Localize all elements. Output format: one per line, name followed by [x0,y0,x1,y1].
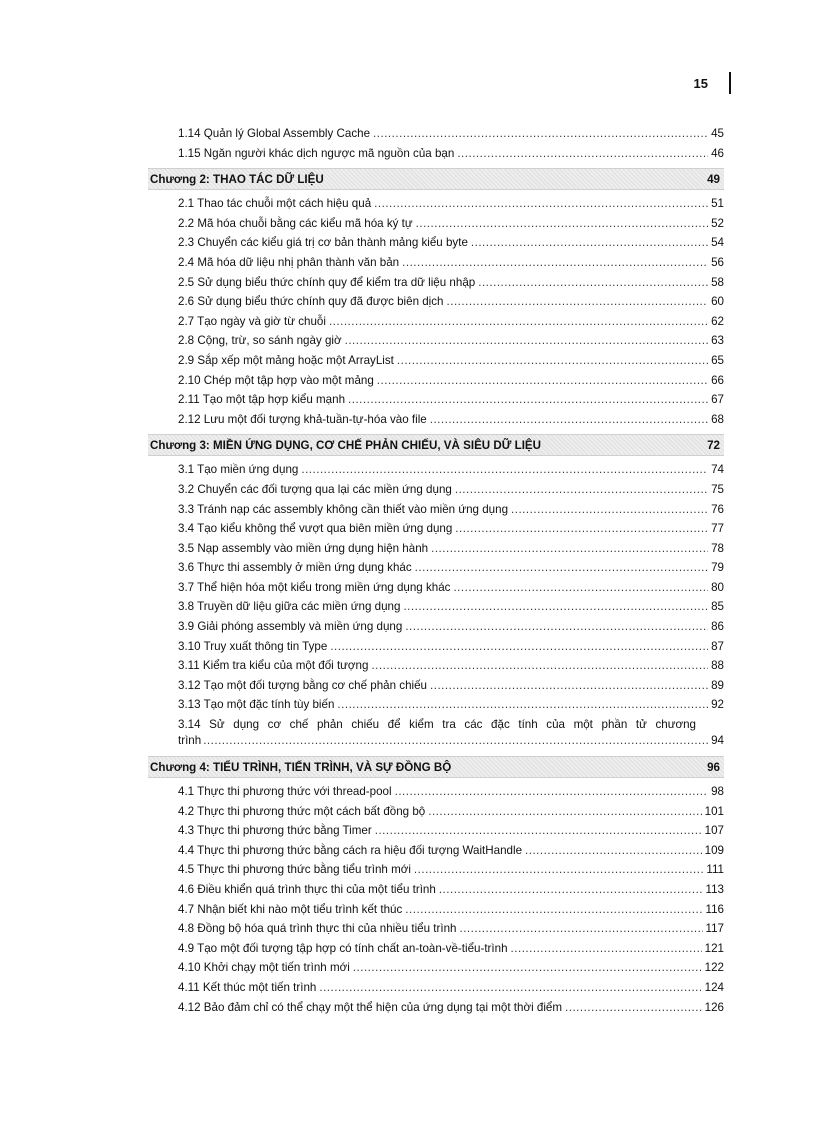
toc-entry-page: 46 [711,146,724,160]
chapter-page: 96 [707,760,720,774]
toc-entry[interactable] [148,919,724,939]
toc-entry-label: 2.8 Cộng, trừ, so sánh ngày giờ [178,334,342,348]
toc-entry-page: 92 [711,698,724,712]
toc-entry-label: 4.12 Bảo đảm chỉ có thể chạy một thể hiện của ứng dụng tại một thời điểm [178,1000,563,1014]
toc-entry[interactable] [148,656,724,676]
page-number: 15 [693,76,708,91]
dot-leader [457,144,708,164]
chapter-title: Chương 4: TIỂU TRÌNH, TIẾN TRÌNH, VÀ SỰ ĐỒNG BỘ [150,760,452,774]
toc-entry-page: 77 [711,522,724,536]
toc-entry-page: 116 [705,902,724,916]
dot-leader [511,939,702,959]
dot-leader [430,410,708,430]
toc-entry-page: 74 [711,463,724,477]
page-number-divider [729,72,731,94]
dot-leader [373,124,708,144]
toc-entry-label: 3.8 Truyền dữ liệu giữa các miền ứng dụng [178,600,401,614]
toc-entry-page: 94 [711,734,724,748]
toc-entry[interactable] [148,331,724,351]
toc-entry-page: 107 [704,824,724,838]
toc-entry[interactable] [148,480,724,500]
toc-entry[interactable] [148,558,724,578]
toc-entry-page: 85 [711,600,724,614]
toc-entry-label: 3.13 Tạo một đặc tính tùy biến [178,698,335,712]
toc-entry[interactable] [148,292,724,312]
toc-entry[interactable] [148,519,724,539]
chapter-title: Chương 3: MIỀN ỨNG DỤNG, CƠ CHẾ PHẢN CHIẾU, VÀ SIÊU DỮ LIỆU [150,438,542,452]
toc-entry-label: 3.5 Nạp assembly vào miền ứng dụng hiện hành [178,541,429,555]
dot-leader [525,841,702,861]
dot-leader [439,880,703,900]
toc-entry-label: 4.7 Nhận biết khi nào một tiểu trình kết thúc [178,902,403,916]
dot-leader [329,312,708,332]
toc-entry-label: 3.10 Truy xuất thông tin Type [178,639,328,653]
toc-entry-label: 2.1 Thao tác chuỗi một cách hiệu quả [178,197,372,211]
toc-entry-page: 78 [711,541,724,555]
toc-entry-page: 67 [711,393,724,407]
dot-leader [345,331,708,351]
toc-entry[interactable] [148,958,724,978]
dot-leader [431,539,708,559]
toc-entry-page: 62 [711,314,724,328]
chapter-title: Chương 2: THAO TÁC DỮ LIỆU [150,172,324,186]
toc-entry-label: 2.4 Mã hóa dữ liệu nhị phân thành văn bản [178,255,400,269]
toc-entry-label: 4.9 Tạo một đối tượng tập hợp có tính chất an-toàn-về-tiểu-trình [178,941,508,955]
toc-entry-label: 2.9 Sắp xếp một mảng hoặc một ArrayList [178,353,394,367]
dot-leader [447,292,709,312]
toc-entry-label: 2.10 Chép một tập hợp vào một mảng [178,373,374,387]
dot-leader [353,958,702,978]
table-of-contents [148,124,724,1017]
toc-entry-label: 4.11 Kết thúc một tiến trình [178,980,317,994]
dot-leader [405,617,708,637]
toc-entry-label: 1.15 Ngăn người khác dịch ngược mã nguồn của bạn [178,146,455,160]
chapter-heading[interactable] [148,168,724,190]
toc-entry[interactable] [148,998,724,1018]
dot-leader [511,500,708,520]
dot-leader [478,273,708,293]
toc-entry-page: 101 [704,804,724,818]
toc-entry[interactable] [148,500,724,520]
toc-entry-label: 2.11 Tạo một tập hợp kiểu mạnh [178,393,346,407]
dot-leader [301,460,708,480]
toc-entry[interactable] [148,233,724,253]
toc-entry-page: 68 [711,412,724,426]
toc-entry-label: 4.1 Thực thi phương thức với thread-pool [178,785,392,799]
toc-entry-page: 113 [705,883,724,896]
toc-entry[interactable] [148,676,724,696]
toc-entry-label: 3.11 Kiểm tra kiểu của một đối tượng [178,659,369,673]
toc-entry[interactable] [148,351,724,371]
dot-leader [402,253,708,273]
toc-entry-label: 3.1 Tạo miền ứng dụng [178,463,299,477]
toc-entry[interactable] [148,460,724,480]
toc-entry-label: 2.5 Sử dụng biểu thức chính quy để kiểm tra dữ liệu nhập [178,275,476,289]
toc-entry-label: 2.6 Sử dụng biểu thức chính quy đã được biên dịch [178,295,444,309]
toc-entry-page: 58 [711,275,724,289]
toc-entry-page: 124 [704,980,724,994]
dot-leader [337,695,708,715]
dot-leader [415,558,708,578]
toc-entry-page: 122 [704,961,724,975]
dot-leader [403,597,708,617]
toc-entry-label: 2.2 Mã hóa chuỗi bằng các kiểu mã hóa ký tự [178,216,413,230]
toc-entry[interactable] [148,900,724,920]
toc-entry-page: 54 [711,236,724,250]
dot-leader [428,802,701,822]
toc-entry-page: 121 [704,941,724,955]
toc-entry[interactable] [148,637,724,657]
toc-entry[interactable] [148,144,724,164]
toc-entry[interactable] [148,860,724,880]
toc-entry-page: 79 [711,561,724,575]
toc-entry[interactable] [148,312,724,332]
dot-leader [377,371,708,391]
toc-entry-page: 51 [711,197,724,211]
toc-entry-page: 111 [706,863,724,877]
toc-entry-label: 3.7 Thể hiện hóa một kiểu trong miền ứng dụng khác [178,580,451,594]
toc-section [148,124,724,163]
toc-entry-page: 75 [711,482,724,496]
toc-entry-page: 88 [711,659,724,673]
dot-leader [455,480,708,500]
toc-entry-label: 4.6 Điều khiển quá trình thực thi của một tiểu trình [178,883,436,896]
toc-entry-page: 117 [705,922,724,936]
toc-entry[interactable] [148,978,724,998]
dot-leader [397,351,708,371]
toc-entry-page: 80 [711,580,724,594]
toc-entry-page: 65 [711,353,724,367]
toc-entry-page: 45 [711,127,724,140]
dot-leader [319,978,701,998]
toc-entry-label: 4.4 Thực thi phương thức bằng cách ra hiệu đối tượng WaitHandle [178,843,523,857]
toc-entry[interactable] [148,273,724,293]
toc-entry[interactable] [148,715,724,751]
dot-leader [565,998,702,1018]
toc-entry[interactable] [148,597,724,617]
dot-leader [371,656,708,676]
toc-entry-page: 63 [711,334,724,348]
toc-entry[interactable] [148,124,724,144]
toc-section [148,434,724,751]
toc-entry-label: 2.12 Lưu một đối tượng khả-tuần-tự-hóa vào file [178,412,427,426]
toc-entry-page: 109 [704,843,724,857]
toc-entry-page: 86 [711,620,724,634]
dot-leader [453,578,708,598]
dot-leader [414,860,703,880]
toc-entry-label: 4.3 Thực thi phương thức bằng Timer [178,824,372,838]
dot-leader [203,733,708,749]
toc-entry-page: 126 [704,1000,724,1014]
toc-entry[interactable] [148,782,724,802]
dot-leader [459,919,702,939]
toc-entry-label: 4.2 Thực thi phương thức một cách bất đồng bộ [178,804,426,818]
dot-leader [405,900,702,920]
toc-entry-label-continued: trình [178,734,202,748]
dot-leader [430,676,708,696]
toc-entry-page: 98 [711,785,724,799]
toc-entry[interactable] [148,410,724,430]
dot-leader [455,519,708,539]
toc-entry-page: 56 [711,255,724,269]
toc-entry[interactable] [148,253,724,273]
toc-entry-page: 89 [711,678,724,692]
toc-section [148,756,724,1017]
dot-leader [374,194,708,214]
toc-entry[interactable] [148,214,724,234]
dot-leader [375,821,702,841]
dot-leader [471,233,708,253]
toc-entry-page: 87 [711,639,724,653]
toc-entry-label: 3.6 Thực thi assembly ở miền ứng dụng khác [178,561,412,575]
toc-entry-page: 60 [711,295,724,309]
toc-entry[interactable] [148,802,724,822]
toc-entry[interactable] [148,880,724,900]
toc-entry-label: 4.10 Khởi chạy một tiến trình mới [178,961,350,975]
dot-leader [395,782,709,802]
toc-entry[interactable] [148,821,724,841]
dot-leader [330,637,708,657]
toc-entry[interactable] [148,390,724,410]
toc-entry[interactable] [148,371,724,391]
toc-entry-page: 66 [711,373,724,387]
toc-entry-label: 3.4 Tạo kiểu không thể vượt qua biên miền ứng dụng [178,522,453,536]
chapter-heading[interactable] [148,434,724,456]
toc-entry-label: 2.7 Tạo ngày và giờ từ chuỗi [178,314,326,328]
toc-entry-label: 4.8 Đồng bộ hóa quá trình thực thi của nhiều tiểu trình [178,922,457,936]
toc-entry-page: 76 [711,502,724,516]
toc-entry[interactable] [148,617,724,637]
toc-entry[interactable] [148,194,724,214]
toc-entry-label: 3.14 Sử dụng cơ chế phản chiếu để kiểm tra các đặc tính của một phần tử chương [178,718,696,732]
toc-entry-label: 3.3 Tránh nạp các assembly không cần thiết vào miền ứng dụng [178,502,509,516]
toc-entry[interactable] [148,939,724,959]
toc-entry[interactable] [148,539,724,559]
toc-entry-label: 3.12 Tạo một đối tượng bằng cơ chế phản chiếu [178,678,427,692]
toc-entry[interactable] [148,841,724,861]
toc-entry[interactable] [148,695,724,715]
toc-entry[interactable] [148,578,724,598]
toc-entry-label: 4.5 Thực thi phương thức bằng tiểu trình mới [178,863,411,877]
toc-section [148,168,724,429]
toc-entry-label: 2.3 Chuyển các kiểu giá trị cơ bản thành mảng kiểu byte [178,236,468,250]
dot-leader [348,390,708,410]
toc-entry-label: 3.9 Giải phóng assembly và miền ứng dụng [178,620,403,634]
dot-leader [416,214,708,234]
chapter-page: 49 [707,172,720,186]
toc-entry-page: 52 [711,216,724,230]
toc-entry-label: 1.14 Quản lý Global Assembly Cache [178,127,371,140]
chapter-page: 72 [707,438,720,452]
chapter-heading[interactable] [148,756,724,778]
toc-entry-label: 3.2 Chuyển các đối tượng qua lại các miền ứng dụng [178,482,452,496]
